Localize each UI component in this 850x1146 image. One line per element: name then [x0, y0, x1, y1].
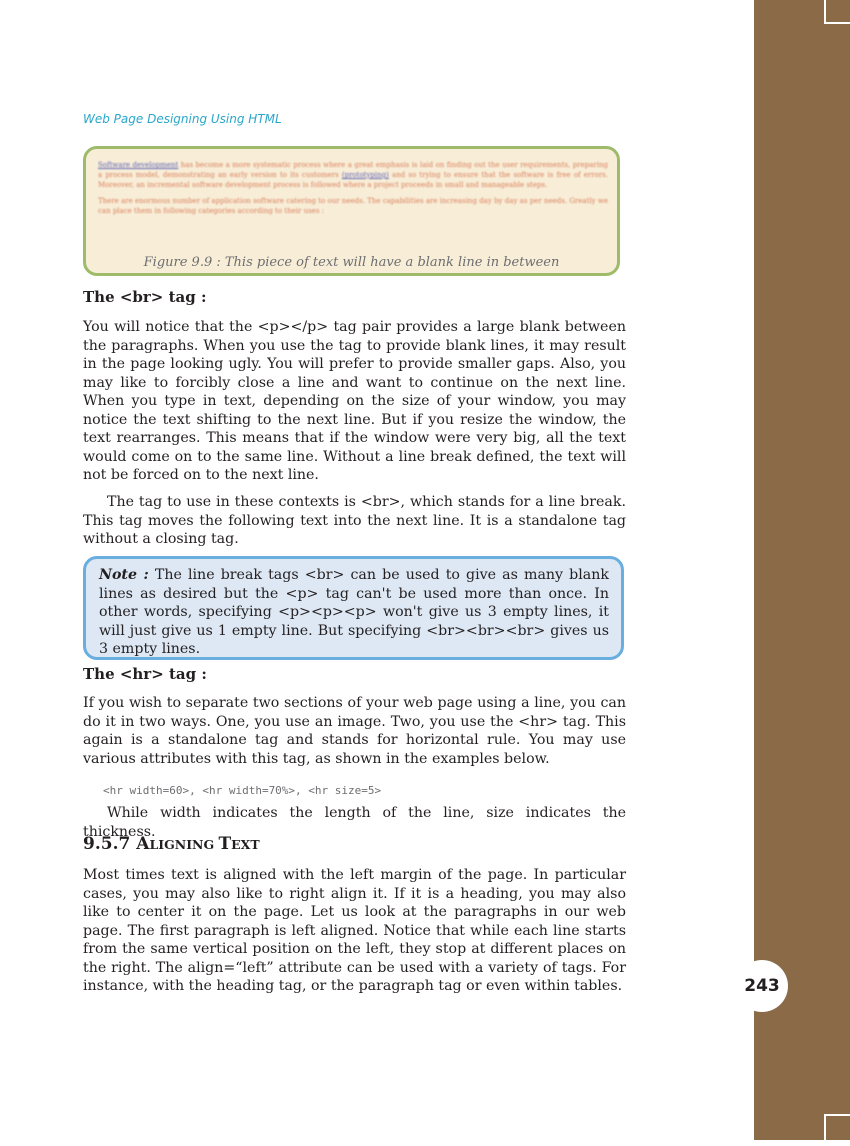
note-box — [83, 556, 624, 660]
figure-9-9 — [83, 146, 620, 276]
aligning-section — [83, 834, 626, 854]
figure-caption: Figure 9.9 : This piece of text will have a blank line in between — [143, 255, 560, 270]
aligning-paragraph-1: Most times text is aligned with the left margin of the page. In particular cases, you may also like to right align it. If it is a heading, you may also like to center it on the page. Let us look at the paragraphs in our web page. The first paragraph is left aligned. Notice that while each line starts from the same vertical position on the left, they stop at different places on the right. The align=“left” attribute can be used with a variety of tags. For instance, with the heading tag, or the paragraph tag or even within tables. — [83, 867, 626, 994]
crop-mark-top — [824, 0, 850, 24]
note-body: The line break tags <br> can be used to give as many blank lines as desired but the <p> tag can't be used more than once. In other words, specifying <p><p><p> won't give us 3 empty lines, it will just give us 1 empty line. But specifying <br><br><br> gives us 3 empty lines. — [99, 567, 609, 657]
br-section — [83, 288, 626, 306]
running-head: Web Page Designing Using HTML — [83, 112, 282, 126]
figure-blurred-link-1: Software development — [98, 161, 179, 169]
hr-paragraph-1: If you wish to separate two sections of your web page using a line, you can do it in two ways. One, you use an image. Two, you use the <hr> tag. This again is a standalone tag and stands for horizontal rule. You may use various attributes with this tag, as shown in the examples below. — [83, 695, 626, 767]
figure-blurred-paragraph-1 — [98, 160, 608, 190]
br-paragraph-1: You will notice that the <p></p> tag pair provides a large blank between the paragraphs. When you use the tag to provide blank lines, it may result in the page looking ugly. You will prefer to provide smaller gaps. Also, you may like to forcibly close a line and want to continue on the next line. When you type in text, depending on the size of your window, you may notice the text shifting to the next line. But if you resize the window, the text rearranges. This means that if the window were very big, all the text would come on to the same line. Without a line break defined, the text will not be forced on to the next line. — [83, 319, 626, 483]
aligning-heading — [83, 834, 626, 854]
hr-heading: The <hr> tag : — [83, 665, 207, 683]
section-number: 9.5.7 — [83, 834, 137, 854]
page-number: 243 — [736, 960, 788, 1012]
br-paragraph-2-block — [83, 493, 626, 549]
hr-paragraph-2: While width indicates the length of the line, size indicates the thickness. — [83, 805, 626, 840]
hr-paragraph-1-block — [83, 694, 626, 768]
figure-blurred-text-1b: and so trying to ensure that the software is free of errors. Moreover, an incremental software development process is followed where a project proceeds in small and manageable steps. — [98, 171, 608, 189]
figure-blurred-paragraph-2: There are enormous number of application software catering to our needs. The capabilities are increasing day by day as per needs. Greatly we can place them in following categories according to their uses : — [98, 197, 608, 215]
hr-section — [83, 665, 626, 683]
heading-cap-t: T — [218, 834, 232, 854]
heading-small-caps-2: EXT — [231, 837, 260, 852]
br-paragraph-2: The tag to use in these contexts is <br>, which stands for a line break. This tag moves the following text into the next line. It is a standalone tag without a closing tag. — [83, 494, 626, 547]
note-label: Note : — [99, 567, 149, 583]
hr-code-block — [103, 779, 646, 798]
br-heading: The <br> tag : — [83, 288, 207, 306]
heading-small-caps-1: LIGNING — [149, 837, 219, 852]
figure-screenshot — [98, 160, 608, 256]
figure-blurred-link-2: (prototyping) — [341, 171, 389, 179]
heading-cap-a: A — [136, 834, 150, 854]
aligning-paragraph-block — [83, 866, 626, 996]
note-text — [99, 566, 609, 659]
hr-code-example: <hr width=60>, <hr width=70%>, <hr size=5> — [103, 784, 382, 797]
crop-mark-bottom — [824, 1114, 850, 1146]
figure-blurred-text-1a: has become a more systematic process where a great emphasis is laid on finding out the user requirements, preparing a process model, demonstrating an early version to its customers — [98, 161, 608, 179]
br-paragraph-1-block — [83, 318, 626, 485]
